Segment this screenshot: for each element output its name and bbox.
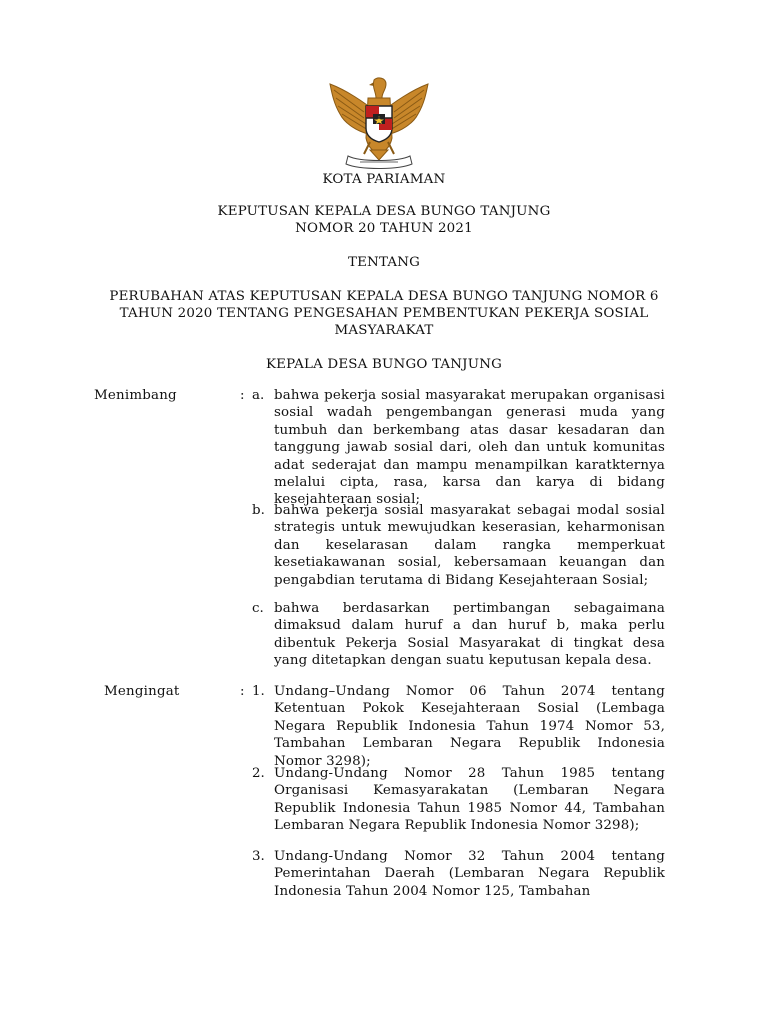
mengingat-label: Mengingat [104, 684, 180, 699]
city-name: KOTA PARIAMAN [322, 172, 446, 187]
about-heading: TENTANG [347, 255, 421, 270]
subject-line-3: MASYARAKAT [334, 323, 434, 338]
menimbang-item-b: bahwa pekerja sosial masyarakat sebagai modal sosial strategis untuk mewujudkan keserasian, keharmonisan dan keselarasan dalam rangka memperkuat kesetiakawanan sosial, kebersamaan keuangan dan pengabdian terutama di Bidang Kesejahteraan Sosial; [274, 503, 665, 588]
decree-title: KEPUTUSAN KEPALA DESA BUNGO TANJUNG [217, 204, 551, 219]
mengingat-marker-1: 1. [252, 684, 265, 699]
garuda-pancasila-emblem-icon [324, 72, 434, 172]
menimbang-colon: : [240, 388, 245, 403]
mengingat-marker-3: 3. [252, 849, 265, 864]
mengingat-item-1: Undang–Undang Nomor 06 Tahun 2074 tentang Ketentuan Pokok Kesejahteraan Sosial (Lembaga Negara Republik Indonesia Tahun 1974 Nomor 53, Tambahan Lembaran Negara Republik Indonesia Nomor 3298); [274, 684, 665, 769]
menimbang-marker-a: a. [252, 388, 265, 403]
mengingat-marker-2: 2. [252, 766, 265, 781]
menimbang-item-c: bahwa berdasarkan pertimbangan sebagaimana dimaksud dalam huruf a dan huruf b, maka perlu dibentuk Pekerja Sosial Masyarakat di tingkat desa yang ditetapkan dengan suatu keputusan kepala desa. [274, 601, 665, 669]
mengingat-colon: : [240, 684, 245, 699]
menimbang-label: Menimbang [94, 388, 177, 403]
subject-line-1: PERUBAHAN ATAS KEPUTUSAN KEPALA DESA BUNGO TANJUNG NOMOR 6 [109, 289, 659, 304]
menimbang-item-a: bahwa pekerja sosial masyarakat merupakan organisasi sosial wadah pengembangan generasi muda yang tumbuh dan berkembang atas dasar kesadaran dan tanggung jawab sosial dari, oleh dan untuk komunitas adat sederajat dan mampu menampilkan karatkternya melalui cipta, rasa, karsa dan karya di bidang kesejahteraan sosial; [274, 388, 665, 508]
decree-number: NOMOR 20 TAHUN 2021 [295, 221, 473, 236]
mengingat-item-2: Undang-Undang Nomor 28 Tahun 1985 tentang Organisasi Kemasyarakatan (Lembaran Negara Republik Indonesia Tahun 1985 Nomor 44, Tambahan Lembaran Negara Republik Indonesia Nomor 3298); [274, 766, 665, 834]
authority-heading: KEPALA DESA BUNGO TANJUNG [265, 357, 503, 372]
menimbang-marker-b: b. [252, 503, 265, 518]
subject-line-2: TAHUN 2020 TENTANG PENGESAHAN PEMBENTUKAN PEKERJA SOSIAL [119, 306, 649, 321]
menimbang-marker-c: c. [252, 601, 264, 616]
mengingat-item-3: Undang-Undang Nomor 32 Tahun 2004 tentang Pemerintahan Daerah (Lembaran Negara Republik Indonesia Tahun 2004 Nomor 125, Tambahan [274, 849, 665, 899]
